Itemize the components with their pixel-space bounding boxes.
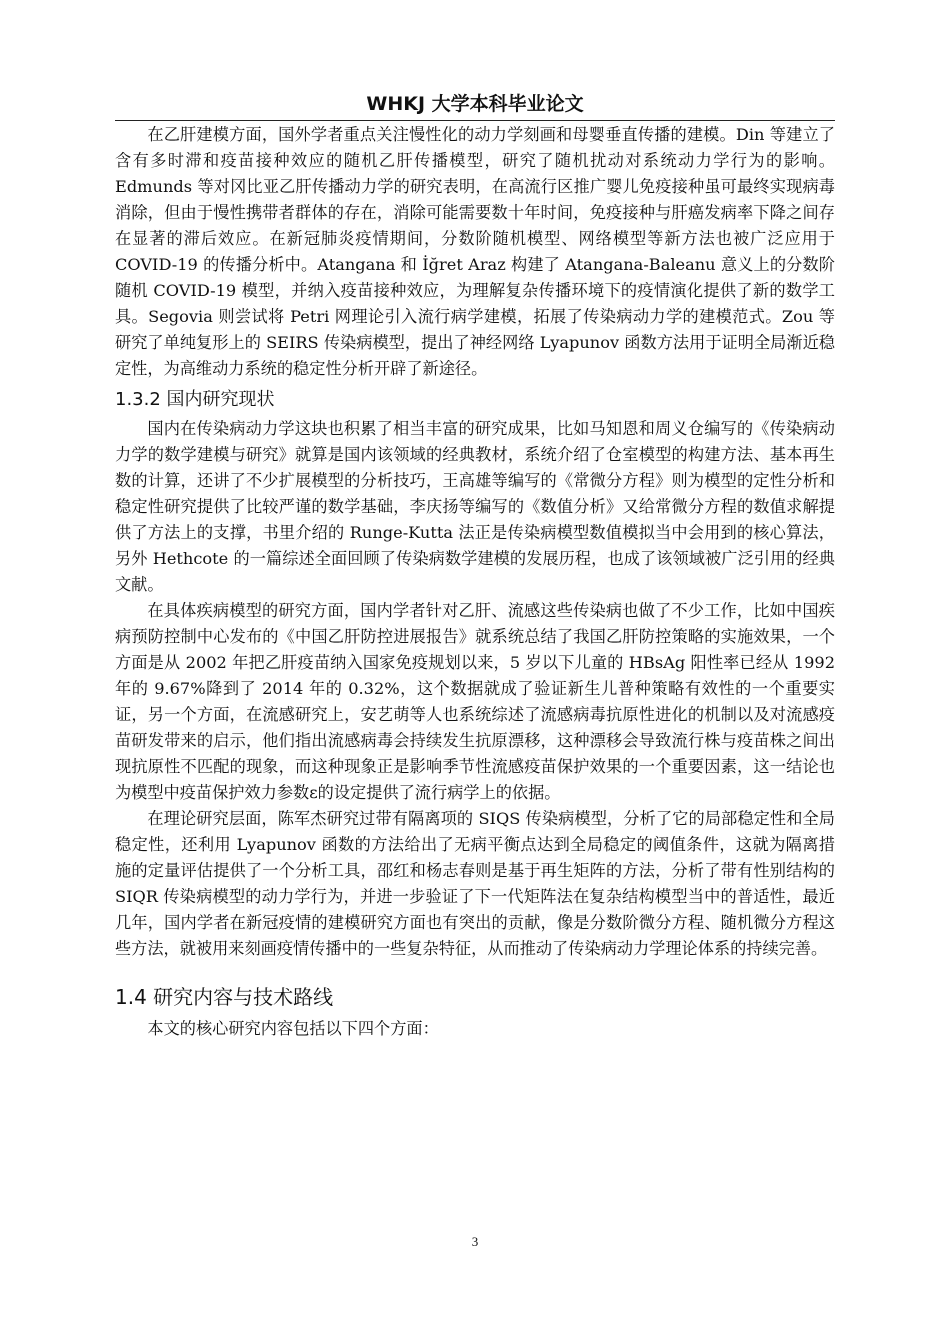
header-title: WHKJ 大学本科毕业论文 xyxy=(366,93,584,115)
paragraph-domestic-theory: 在理论研究层面，陈军杰研究过带有隔离项的 SIQS 传染病模型，分析了它的局部稳定性和全局稳定性，还利用 Lyapunov 函数的方法给出了无病平衡点达到全局稳定的阈值条件，这就为隔离措施的定量评估提供了一个分析工具，邵红和杨志春则是基于再生矩阵的方法，分析了带有性别结构的 SIQR 传染病模型的动力学行为，并进一步验证了下一代矩阵法在复杂结构模型当中的普适性，最近几年，国内学者在新冠疫情的建模研究方面也有突出的贡献，像是分数阶微分方程、随机微分方程这些方法，就被用来刻画疫情传播中的一些复杂特征，从而推动了传染病动力学理论体系的持续完善。 xyxy=(115,809,835,958)
section-heading-1-3-2: 1.3.2 国内研究现状 xyxy=(115,389,275,410)
page-header xyxy=(0,92,950,116)
section-heading-1-4: 1.4 研究内容与技术路线 xyxy=(115,985,334,1009)
paragraph-domestic-disease-models: 在具体疾病模型的研究方面，国内学者针对乙肝、流感这些传染病也做了不少工作，比如中国疾病预防控制中心发布的《中国乙肝防控进展报告》就系统总结了我国乙肝防控策略的实施效果，一个方面是从 2002 年把乙肝疫苗纳入国家免疫规划以来，5 岁以下儿童的 HBsAg 阳性率已经从 1992 年的 9.67%降到了 2014 年的 0.32%，这个数据就成了验证新生儿普种策略有效性的一个重要实证，另一个方面，在流感研究上，安艺萌等人也系统综述了流感病毒抗原性进化的机制以及对流感疫苗研发带来的启示，他们指出流感病毒会持续发生抗原漂移，这种漂移会导致流行株与疫苗株之间出现抗原性不匹配的现象，而这种现象正是影响季节性流感疫苗保护效果的一个重要因素，这一结论也为模型中疫苗保护效力参数ε的设定提供了流行病学上的依据。 xyxy=(115,601,835,802)
paragraph-domestic-overview: 国内在传染病动力学这块也积累了相当丰富的研究成果，比如马知恩和周义仓编写的《传染病动力学的数学建模与研究》就算是国内该领域的经典教材，系统介绍了仓室模型的构建方法、基本再生数的计算，还讲了不少扩展模型的分析技巧，王高雄等编写的《常微分方程》则为模型的定性分析和稳定性研究提供了比较严谨的数学基础，李庆扬等编写的《数值分析》又给常微分方程的数值求解提供了方法上的支撑，书里介绍的 Runge-Kutta 法正是传染病模型数值模拟当中会用到的核心算法，另外 Hethcote 的一篇综述全面回顾了传染病数学建模的发展历程，也成了该领域被广泛引用的经典文献。 xyxy=(115,419,835,594)
body-text xyxy=(115,122,835,1042)
paragraph-foreign-hepatitis: 在乙肝建模方面，国外学者重点关注慢性化的动力学刻画和母婴垂直传播的建模。Din 等建立了含有多时滞和疫苗接种效应的随机乙肝传播模型，研究了随机扰动对系统动力学行为的影响。Edmunds 等对冈比亚乙肝传播动力学的研究表明，在高流行区推广婴儿免疫接种虽可最终实现病毒消除，但由于慢性携带者群体的存在，消除可能需要数十年时间，免疫接种与肝癌发病率下降之间存在显著的滞后效应。在新冠肺炎疫情期间，分数阶随机模型、网络模型等新方法也被广泛应用于 COVID-19 的传播分析中。Atangana 和 İğret Araz 构建了 Atangana-Baleanu 意义上的分数阶随机 COVID-19 模型，并纳入疫苗接种效应，为理解复杂传播环境下的疫情演化提供了新的数学工具。Segovia 则尝试将 Petri 网理论引入流行病学建模，拓展了传染病动力学的建模范式。Zou 等研究了单纯复形上的 SEIRS 传染病模型，提出了神经网络 Lyapunov 函数方法用于证明全局渐近稳定性，为高维动力系统的稳定性分析开辟了新途径。 xyxy=(115,125,835,378)
header-rule xyxy=(115,120,835,121)
page-number: 3 xyxy=(471,1234,479,1249)
paragraph-research-content-intro: 本文的核心研究内容包括以下四个方面： xyxy=(147,1019,439,1038)
